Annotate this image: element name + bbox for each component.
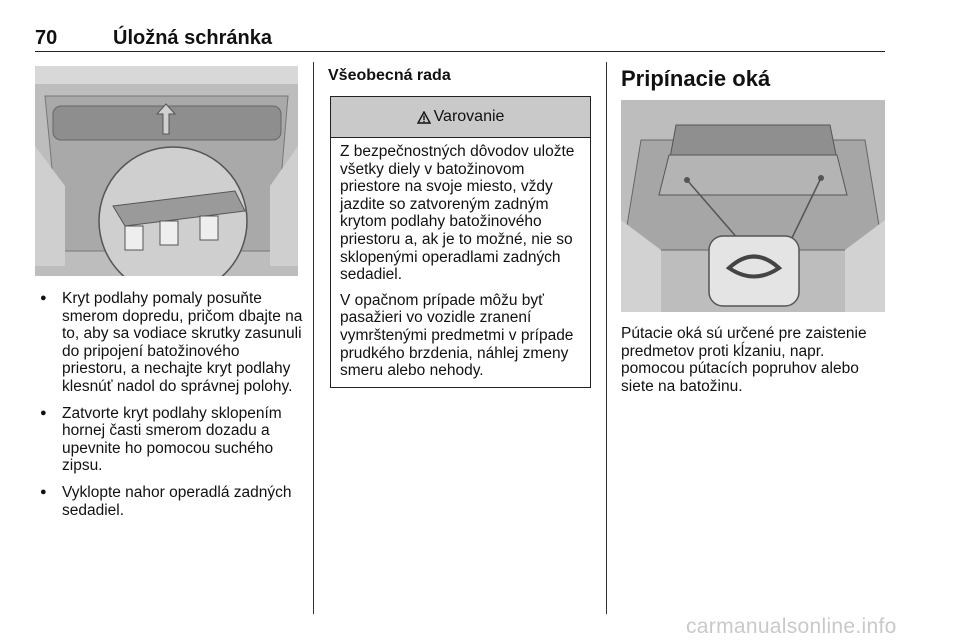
warning-heading: Varovanie [433, 108, 505, 125]
section-title-lashing-eyes: Pripínacie oká [621, 66, 771, 91]
lashing-eyes-illustration [621, 100, 885, 312]
page-number: 70 [35, 27, 58, 49]
warning-header [331, 97, 590, 138]
lashing-eyes-description: Pútacie oká sú určené pre zaistenie predmetov proti kĺzaniu, napr. pomocou pútacích popruhov alebo siete na batožinu. [621, 325, 867, 395]
warning-triangle-icon [417, 111, 431, 124]
column-divider-right [606, 62, 607, 614]
instruction-list [40, 290, 305, 528]
warning-paragraph: V opačnom prípade môžu byť pasažieri vo vozidle zranení vymrštenými predmetmi v prípade prudkého brzdenia, náhlej zmeny smeru alebo nehody. [340, 291, 574, 380]
warning-box [330, 96, 591, 388]
list-item: ● Kryt podlahy pomaly posuňte smerom dopredu, pričom dbajte na to, aby sa vodiace skrutky zasunuli do pripojení batožinového priestoru, a nechajte kryt podlahy klesnúť nadol do správnej polohy. [40, 290, 305, 396]
list-item: ● Vyklopte nahor operadlá zadných sedadiel. [40, 484, 305, 519]
page-header [35, 25, 885, 52]
warning-paragraph: Z bezpečnostných dôvodov uložte všetky diely v batožinovom priestore na svoje miesto, vždy jazdite so zatvoreným zadným krytom podlahy batožinového priestoru a, ak je to možné, nie so sklopenými operadlami zadných sedadiel. [340, 143, 575, 284]
warning-body [331, 138, 590, 380]
section-title-general: Všeobecná rada [328, 67, 451, 84]
watermark: carmanualsonline.info [686, 615, 897, 638]
floor-cover-illustration [35, 66, 298, 276]
column-divider-left [313, 62, 314, 614]
page-title: Úložná schránka [113, 27, 272, 49]
list-item: ● Zatvorte kryt podlahy sklopením hornej časti smerom dozadu a upevnite ho pomocou suchého zipsu. [40, 405, 305, 475]
